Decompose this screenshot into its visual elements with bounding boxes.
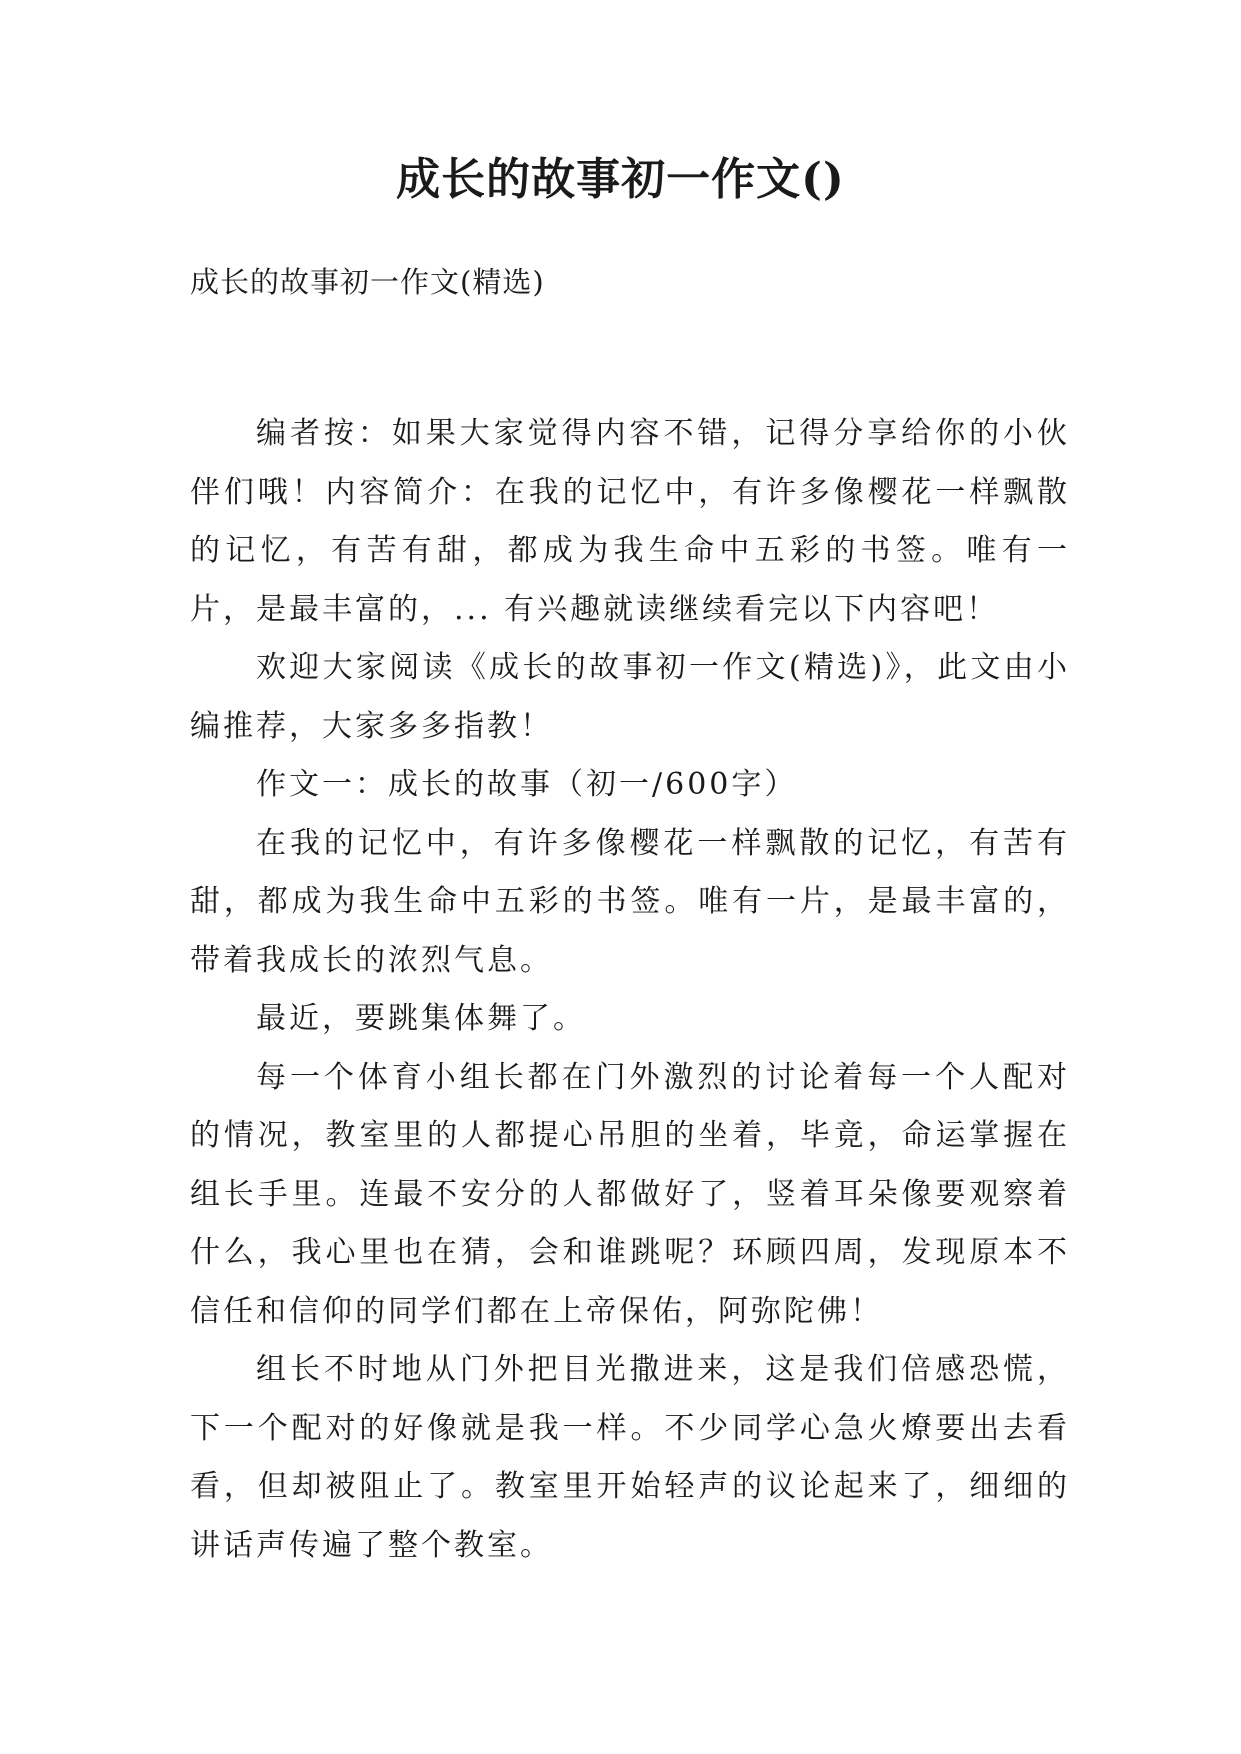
paragraph-1: 在我的记忆中，有许多像樱花一样飘散的记忆，有苦有甜，都成为我生命中五彩的书签。唯有一片，是最丰富的，带着我成长的浓烈气息。 xyxy=(190,825,1070,978)
paragraph-essay-heading: 作文一：成长的故事（初一/600字） xyxy=(256,767,798,802)
paragraph-4: 组长不时地从门外把目光撒进来，这是我们倍感恐慌，下一个配对的好像就是我一样。不少同学心急火燎要出去看看，但却被阻止了。教室里开始轻声的议论起来了，细细的讲话声传遍了整个教室。 xyxy=(190,1352,1070,1563)
paragraph-3: 每一个体育小组长都在门外激烈的讨论着每一个人配对的情况，教室里的人都提心吊胆的坐着，毕竟，命运掌握在组长手里。连最不安分的人都做好了，竖着耳朵像要观察着什么，我心里也在猜，会和谁跳呢？环顾四周，发现原本不信任和信仰的同学们都在上帝保佑，阿弥陀佛！ xyxy=(190,1059,1070,1329)
document-body xyxy=(190,405,1070,1575)
document-subtitle: 成长的故事初一作文(精选) xyxy=(190,265,545,299)
document-title: 成长的故事初一作文() xyxy=(396,154,845,205)
paragraph-editor-note: 编者按：如果大家觉得内容不错，记得分享给你的小伙伴们哦！内容简介：在我的记忆中，有许多像樱花一样飘散的记忆，有苦有甜，都成为我生命中五彩的书签。唯有一片，是最丰富的，... 有兴趣就读继续看完以下内容吧！ xyxy=(190,416,1070,627)
paragraph-2: 最近，要跳集体舞了。 xyxy=(256,1001,586,1036)
paragraph-welcome: 欢迎大家阅读《成长的故事初一作文(精选)》，此文由小编推荐，大家多多指教！ xyxy=(190,650,1070,744)
